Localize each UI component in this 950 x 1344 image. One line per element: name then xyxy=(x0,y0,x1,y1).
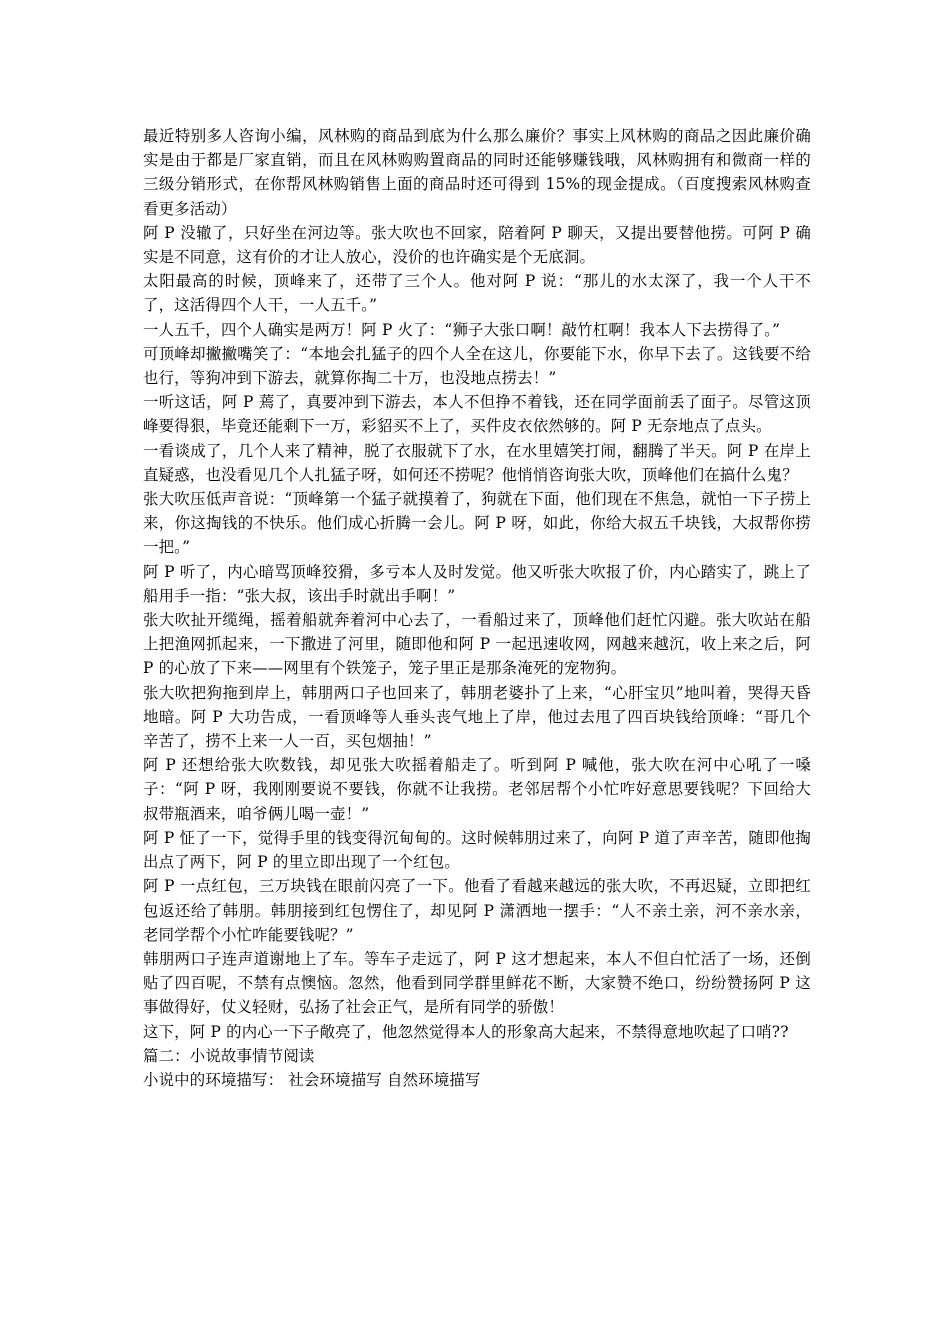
paragraph: 张大吹扯开缆绳，摇着船就奔着河中心去了，一看船过来了，顶峰他们赶忙闪避。张大吹站在船上把渔网抓起来，一下撒进了河里，随即他和阿 P 一起迅速收网，网越来越沉，收上来之后，阿 P 的心放了下来——网里有个铁笼子，笼子里正是那条淹死的宠物狗。 xyxy=(143,611,811,678)
paragraph: 阿 P 听了，内心暗骂顶峰狡猾，多亏本人及时发觉。他又听张大吹报了价，内心踏实了，跳上了船用手一指：“张大叔，该出手时就出手啊！” xyxy=(143,562,811,605)
paragraph: 阿 P 一点红包，三万块钱在眼前闪亮了一下。他看了看越来越远的张大吹，不再迟疑，立即把红包返还给了韩朋。韩朋接到红包愣住了，却见阿 P 潇洒地一摆手：“人不亲土亲，河不亲水亲，老同学帮个小忙咋能要钱呢？” xyxy=(143,877,811,944)
paragraph: 小说中的环境描写： 社会环境描写 自然环境描写 xyxy=(143,1070,481,1089)
paragraph: 张大吹压低声音说：“顶峰第一个猛子就摸着了，狗就在下面，他们现在不焦急，就怕一下子捞上来，你这掏钱的不快乐。他们成心折腾一会儿。阿 P 呀，如此，你给大叔五千块钱，大叔帮你捞一把。” xyxy=(143,490,811,557)
paragraph: 阿 P 怔了一下，觉得手里的钱变得沉甸甸的。这时候韩朋过来了，向阿 P 道了声辛苦，随即他掏出点了两下，阿 P 的里立即出现了一个红包。 xyxy=(143,828,811,872)
paragraph: 一人五千，四个人确实是两万！阿 P 火了：“狮子大张口啊！敲竹杠啊！我本人下去捞得了。” xyxy=(143,320,781,339)
paragraph: 阿 P 还想给张大吹数钱，却见张大吹摇着船走了。听到阿 P 喊他，张大吹在河中心吼了一嗓子：“阿 P 呀，我刚刚要说不要钱，你就不让我捞。老邻居帮个小忙咋好意思要钱呢？下回给大叔带瓶酒来，咱爷俩儿喝一壶！” xyxy=(143,756,811,823)
paragraph-ad: 最近特别多人咨询小编，风林购的商品到底为什么那么廉价？事实上风林购的商品之因此廉价确实是由于都是厂家直销，而且在风林购购置商品的同时还能够赚钱哦，风林购拥有和微商一样的三级分销形式，在你帮风林购销售上面的商品时还可得到 15%的现金提成。（百度搜索风林购查看更多活动） xyxy=(143,127,811,218)
paragraph: 可顶峰却撇撇嘴笑了：“本地会扎猛子的四个人全在这儿，你要能下水，你早下去了。这钱要不给也行，等狗冲到下游去，就算你掏二十万，也没地点捞去！” xyxy=(143,344,811,388)
paragraph: 太阳最高的时候，顶峰来了，还带了三个人。他对阿 P 说：“那儿的水太深了，我一个人干不了，这活得四个人干，一人五千。” xyxy=(143,272,811,315)
paragraph: 这下，阿 P 的内心一下子敞亮了，他忽然觉得本人的形象高大起来，不禁得意地吹起了口哨?? xyxy=(143,1022,789,1041)
section-heading: 篇二：小说故事情节阅读 xyxy=(143,1046,315,1065)
paragraph: 张大吹把狗拖到岸上，韩朋两口子也回来了，韩朋老婆扑了上来，“心肝宝贝”地叫着，哭得天昏地暗。阿 P 大功告成，一看顶峰等人垂头丧气地上了岸，他过去甩了四百块钱给顶峰：“哥几个辛苦了，捞不上来一人一百，买包烟抽！” xyxy=(143,683,811,751)
document-body xyxy=(143,124,811,1092)
paragraph: 一看谈成了，几个人来了精神，脱了衣服就下了水，在水里嬉笑打闹，翻腾了半天。阿 P 在岸上直疑惑，也没看见几个人扎猛子呀，如何还不捞呢？他悄悄咨询张大吹，顶峰他们在搞什么鬼？ xyxy=(143,441,811,484)
paragraph: 韩朋两口子连声道谢地上了车。等车子走远了，阿 P 这才想起来，本人不但白忙活了一场，还倒贴了四百呢，不禁有点懊恼。忽然，他看到同学群里鲜花不断，大家赞不绝口，纷纷赞扬阿 P 这事做得好，仗义轻财，弘扬了社会正气，是所有同学的骄傲！ xyxy=(143,949,811,1017)
paragraph: 阿 P 没辙了，只好坐在河边等。张大吹也不回家，陪着阿 P 聊天，又提出要替他捞。可阿 P 确实是不同意，这有价的才让人放心，没价的也许确实是个无底洞。 xyxy=(143,223,811,267)
paragraph: 一听这话，阿 P 蔫了，真要冲到下游去，本人不但挣不着钱，还在同学面前丢了面子。尽管这顶峰要得狠，毕竟还能剩下一万，彩貂买不上了，买件皮衣依然够的。阿 P 无奈地点了点头。 xyxy=(143,393,811,436)
